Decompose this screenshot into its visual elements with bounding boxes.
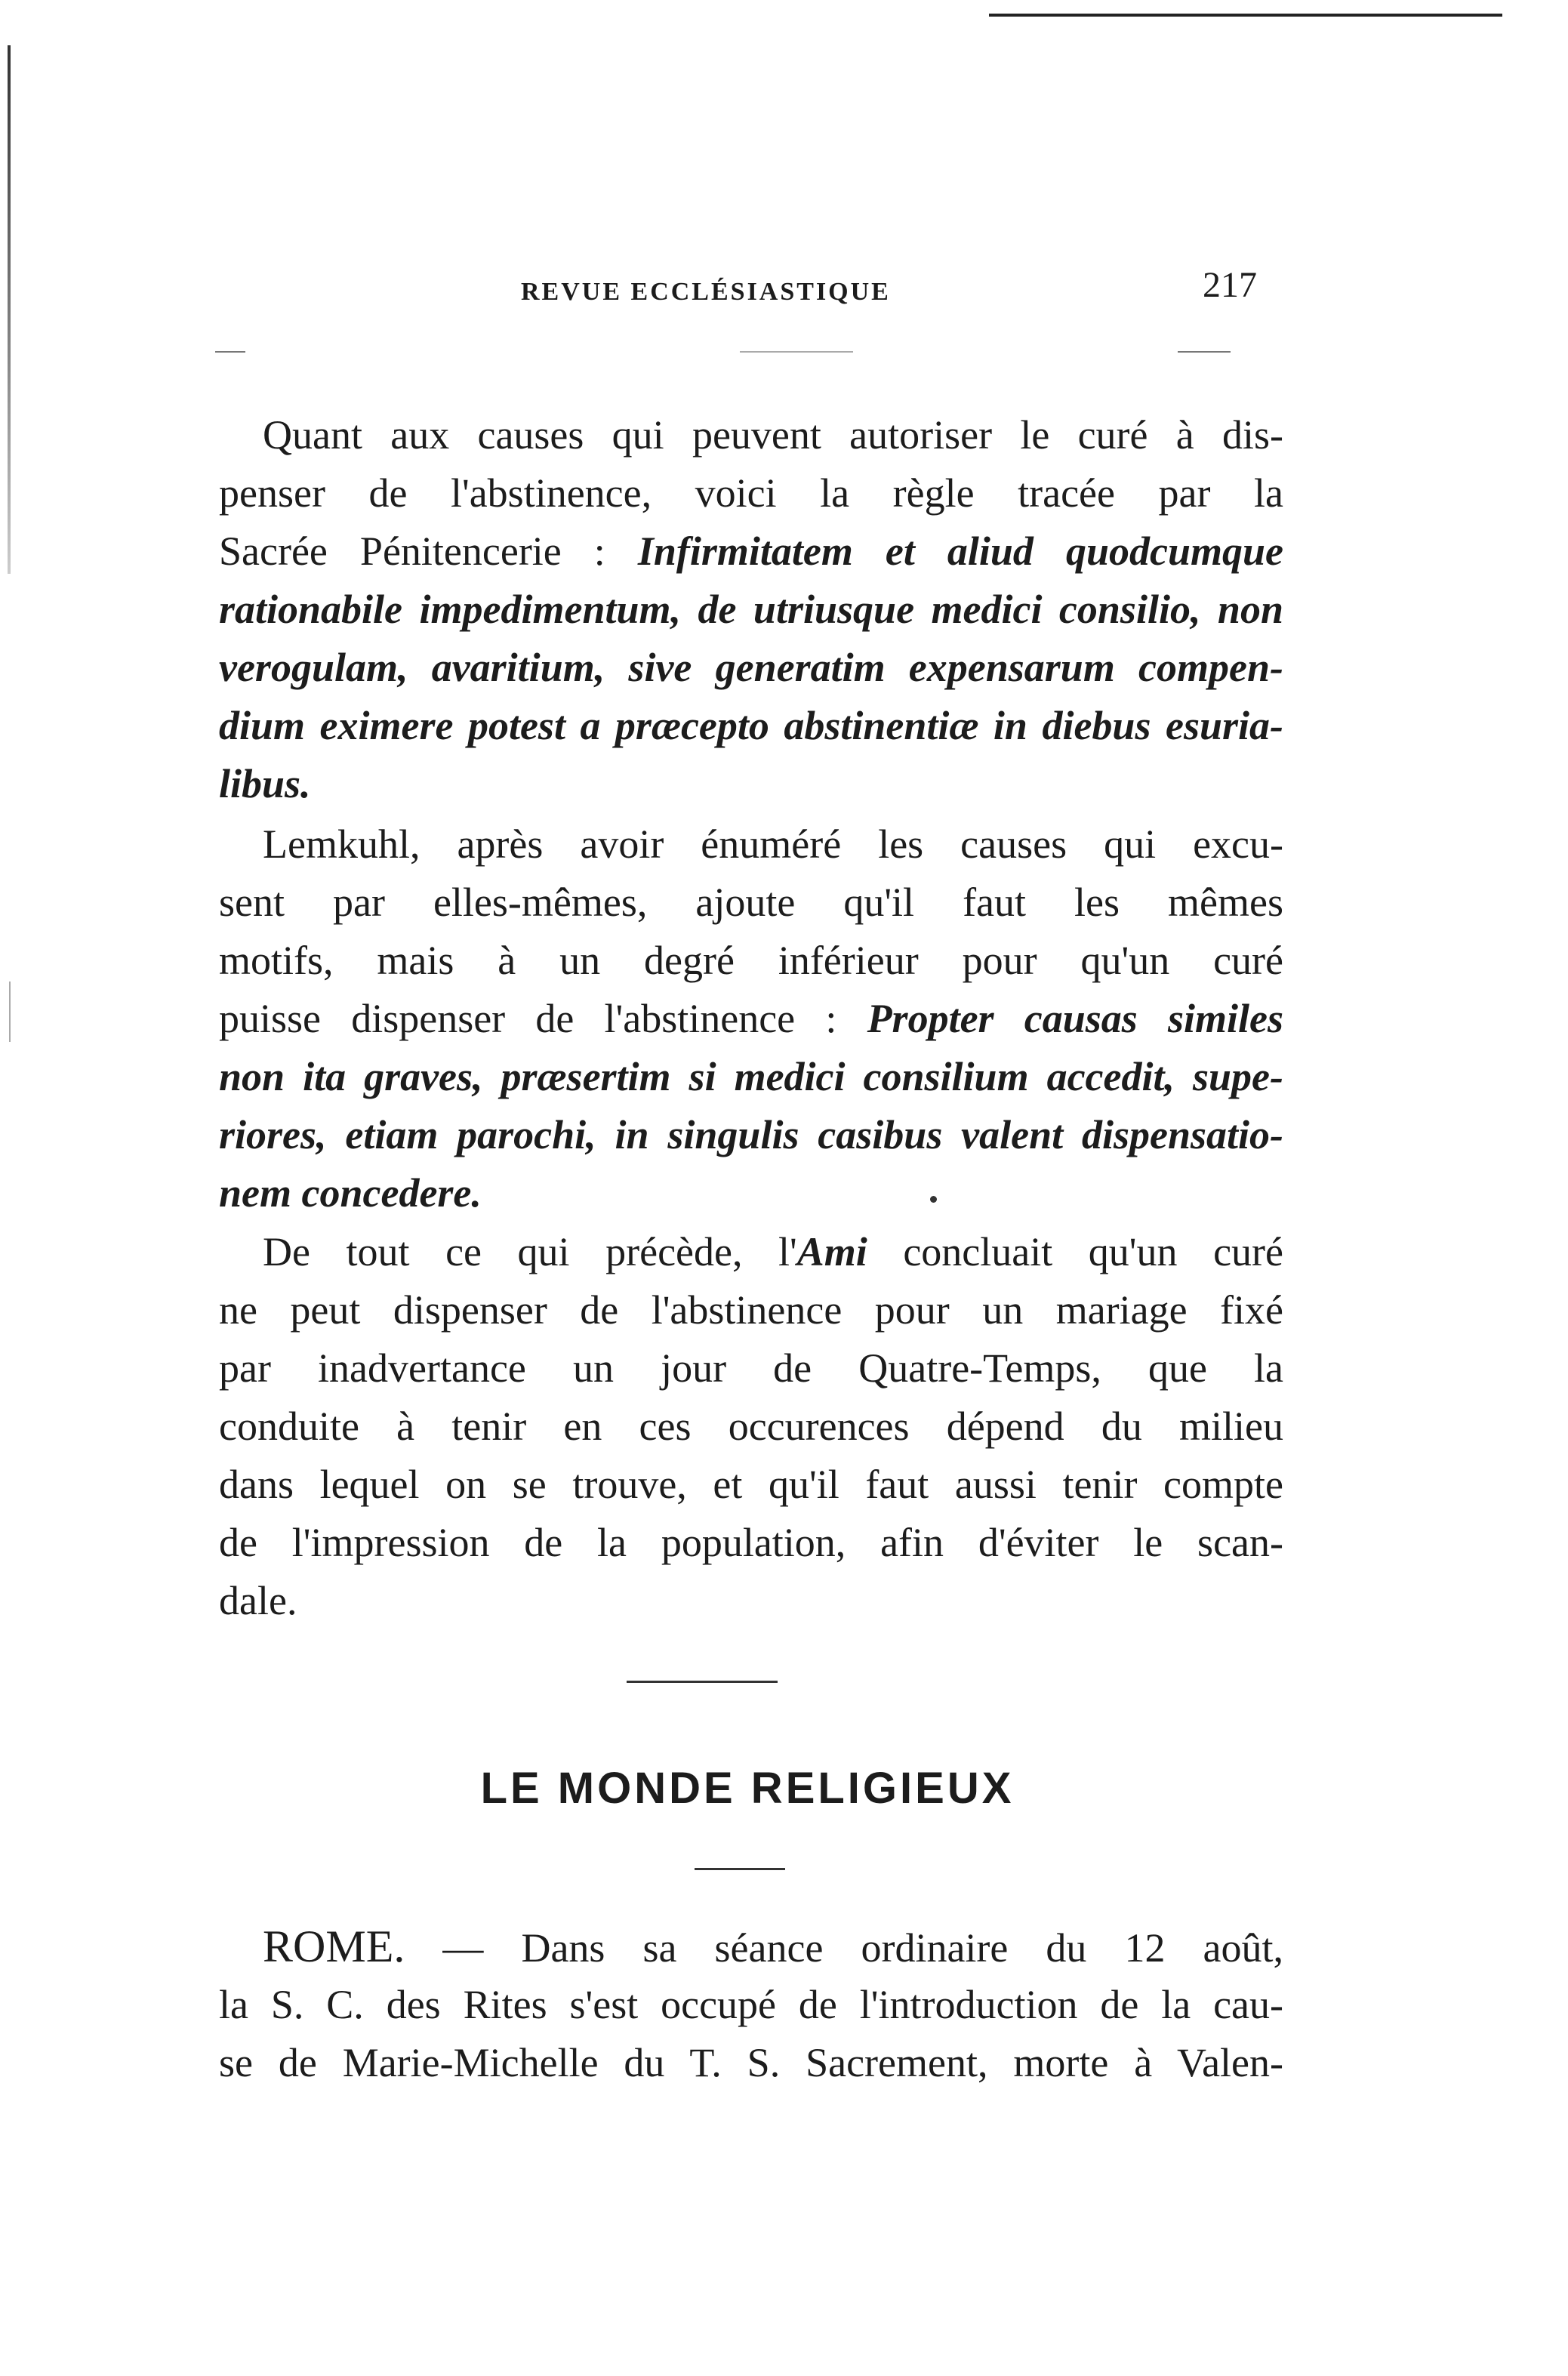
text-segment: Sacrée Pénitencerie : bbox=[219, 529, 638, 574]
header-rule-left bbox=[215, 351, 245, 353]
text-line: par inadvertance un jour de Quatre-Temps, que la bbox=[219, 1345, 1283, 1391]
stray-dot bbox=[930, 1196, 937, 1203]
header-rule-middle bbox=[740, 351, 853, 353]
text-line: dale. bbox=[219, 1578, 297, 1623]
text-segment: puisse dispenser de l'abstinence : bbox=[219, 996, 867, 1041]
text-line: dans lequel on se trouve, et qu'il faut aussi tenir compte bbox=[219, 1462, 1283, 1507]
text-line bbox=[219, 1223, 1283, 1281]
header-rule-right bbox=[1178, 351, 1231, 353]
latin-line: riores, etiam parochi, in singulis casibus valent dispensatio- bbox=[219, 1112, 1283, 1157]
text-line: de l'impression de la population, afin d'éviter le scan- bbox=[219, 1520, 1283, 1565]
text-segment: De tout ce qui précède, l' bbox=[263, 1229, 797, 1274]
text-line: conduite à tenir en ces occurences dépend du milieu bbox=[219, 1404, 1283, 1449]
text-segment: concluait qu'un curé bbox=[867, 1229, 1283, 1274]
scan-top-rule bbox=[989, 14, 1502, 17]
paragraph-4 bbox=[219, 1918, 1283, 2092]
latin-line: rationabile impedimentum, de utriusque medici consilio, non bbox=[219, 587, 1283, 632]
latin-line: verogulam, avaritium, sive generatim expensarum compen- bbox=[219, 645, 1283, 690]
latin-quote: Infirmitatem et aliud quodcumque bbox=[637, 529, 1283, 574]
latin-quote: Propter causas similes bbox=[867, 996, 1283, 1041]
latin-line: dium eximere potest a præcepto abstinentiæ in diebus esuria- bbox=[219, 703, 1283, 748]
text-segment: — Dans sa séance ordinaire du 12 août, bbox=[405, 1925, 1283, 1971]
text-line bbox=[219, 1918, 1283, 1976]
latin-line: nem concedere. bbox=[219, 1170, 482, 1216]
latin-line: libus. bbox=[219, 761, 311, 806]
page-number: 217 bbox=[1203, 265, 1257, 305]
text-line: Lemkuhl, après avoir énuméré les causes qui excu- bbox=[263, 821, 1283, 867]
text-line: motifs, mais à un degré inférieur pour qu'un curé bbox=[219, 938, 1283, 983]
ami-title: Ami bbox=[796, 1229, 867, 1274]
text-line: penser de l'abstinence, voici la règle tracée par la bbox=[219, 470, 1283, 516]
text-line: sent par elles-mêmes, ajoute qu'il faut les mêmes bbox=[219, 880, 1283, 925]
separator-rule bbox=[627, 1681, 778, 1683]
latin-line: non ita graves, præsertim si medici consilium accedit, supe- bbox=[219, 1054, 1283, 1099]
text-line bbox=[219, 990, 1283, 1048]
text-line: se de Marie-Michelle du T. S. Sacrement, morte à Valen- bbox=[219, 2040, 1283, 2085]
text-line bbox=[219, 522, 1283, 581]
scan-left-edge bbox=[8, 45, 11, 574]
running-head: REVUE ECCLÉSIASTIQUE bbox=[521, 278, 891, 306]
text-line: la S. C. des Rites s'est occupé de l'introduction de la cau- bbox=[219, 1982, 1283, 2027]
scan-left-edge-mark bbox=[9, 982, 11, 1042]
title-underline bbox=[695, 1868, 785, 1870]
section-title: LE MONDE RELIGIEUX bbox=[480, 1764, 1015, 1813]
paragraph-2 bbox=[219, 815, 1283, 1222]
text-line: Quant aux causes qui peuvent autoriser le curé à dis- bbox=[263, 412, 1283, 458]
place-heading: ROME. bbox=[263, 1921, 405, 1971]
paragraph-3 bbox=[219, 1223, 1283, 1630]
paragraph-1 bbox=[219, 406, 1283, 813]
text-line: ne peut dispenser de l'abstinence pour un mariage fixé bbox=[219, 1287, 1283, 1333]
